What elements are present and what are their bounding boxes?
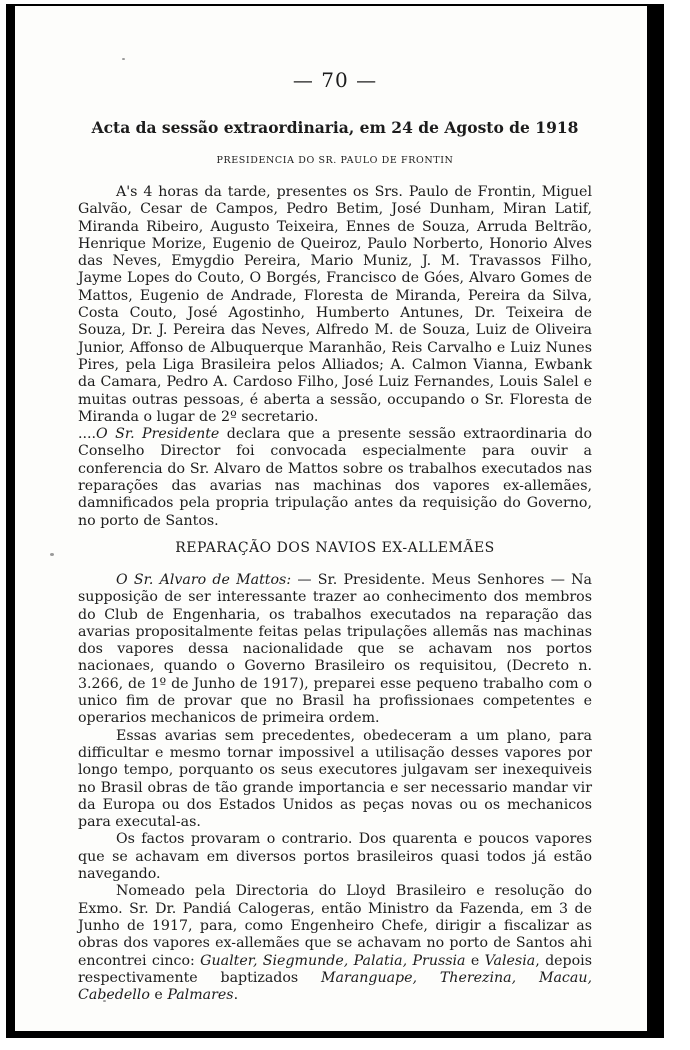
opening-paragraph [78, 426, 592, 530]
ellipsis-lead: .... [78, 426, 97, 443]
period: . [233, 987, 239, 1004]
opening-text: declara que a presente sessão extraordinaria do Conselho Director foi convocada especialmente para ouvir a conferencia do Sr. Alvaro de Mattos sobre os trabalhos executados nas reparações das avarias nas machinas dos vapores ex-allemães, damnificados pela propria tripulação antes da requisição do Governo, no porto de Santos. [78, 426, 593, 529]
conjunction: e [149, 987, 168, 1004]
speech-paragraph-4 [78, 883, 592, 1004]
speaker-president: O Sr. Presidente [96, 426, 220, 443]
speaker-alvaro: O Sr. Alvaro de Mattos: [116, 572, 292, 588]
minutes-body [78, 184, 592, 530]
speech-text-4: Nomeado pela Directoria do Lloyd Brasileiro e resolução do Exmo. Sr. Dr. Pandiá Calogeras, então Ministro da Fazenda, em 3 de Junho de 1917, para, como Engenheiro Chefe, dirigir a fiscalizar as obras dos vapores ex-allemães que se achavam no porto de Santos ahi encontrei cinco: [78, 883, 592, 969]
paper-speck [122, 58, 125, 60]
ship-names-new: Maranguape, Therezina, Macau, Cabedello [78, 969, 592, 1004]
speech-body [78, 572, 592, 1004]
attendance-paragraph: A's 4 horas da tarde, presentes os Srs. Paulo de Frontin, Miguel Galvão, Cesar de Campos, Pedro Betim, José Dunham, Miran Latif, Miranda Ribeiro, Augusto Teixeira, Ennes de Souza, Arruda Beltrão, Henrique Morize, Eugenio de Queiroz, Paulo Norberto, Honorio Alves das Neves, Emygdio Pereira, Mario Muniz, J. M. Travassos Filho, Jayme Lopes do Couto, O Borgés, Francisco de Góes, Alvaro Gomes de Mattos, Eugenio de Andrade, Floresta de Miranda, Pereira da Silva, Costa Couto, José Agostinho, Humberto Antunes, Dr. Teixeira de Souza, Dr. J. Pereira das Neves, Alfredo M. de Souza, Luiz de Oliveira Junior, Affonso de Albuquerque Maranhão, Reis Carvalho e Luiz Nunes Pires, pela Liga Brasileira pelos Alliados; A. Calmon Vianna, Ewbank da Camara, Pedro A. Cardoso Filho, José Luiz Fernandes, Louis Salel e muitas outras pessoas, é aberta a sessão, occupando o Sr. Floresta de Miranda o lugar de 2º secretario. [78, 184, 592, 425]
speech-paragraph-2: Essas avarias sem precedentes, obedeceram a um plano, para difficultar e mesmo tornar impossivel a utilisação desses vapores por longo tempo, porquanto os seus executores julgavam ser inexequiveis no Brasil obras de tão grande importancia e ser necessario mandar vir da Europa ou dos Estados Unidos as peças novas ou os mechanicos para executal-as. [78, 727, 592, 831]
document-title: Acta da sessão extraordinaria, em 24 de Agosto de 1918 [91, 118, 579, 137]
renamed-text: , depois respectivamente baptizados [78, 952, 592, 986]
speech-paragraph-1 [78, 572, 592, 728]
ship-name-last: Valesia [484, 952, 536, 969]
presidency-line: PRESIDENCIA DO SR. PAULO DE FRONTIN [216, 155, 454, 166]
speech-text-1: — Sr. Presidente. Meus Senhores — Na supposição de ser interessante trazer ao conhecimento dos membros do Club de Engenharia, os trabalhos executados na reparação das avarias propositalmente feitas pelas tripulações allemãs nas machinas dos vapores dessa nacionalidade que se achavam nos portos nacionaes, quando o Governo Brasileiro os requisitou, (Decreto n. 3.266, de 1º de Junho de 1917), preparei esse pequeno trabalho com o unico fim de provar que no Brasil ha profissionaes competentes e operarios mechanicos de primeira ordem. [78, 572, 593, 727]
ship-names-original: Gualter, Siegmunde, Palatia, Prussia [200, 952, 466, 969]
ship-name-new-last: Palmares [167, 987, 234, 1004]
speech-paragraph-3: Os factos provaram o contrario. Dos quarenta e poucos vapores que se achavam em diversos portos brasileiros quasi todos já estão navegando. [78, 831, 592, 883]
section-heading: REPARAÇÃO DOS NAVIOS EX-ALLEMÃES [175, 540, 495, 556]
page-number: — 70 — [292, 68, 378, 92]
conjunction: e [465, 952, 485, 969]
paper-speck [50, 553, 54, 556]
